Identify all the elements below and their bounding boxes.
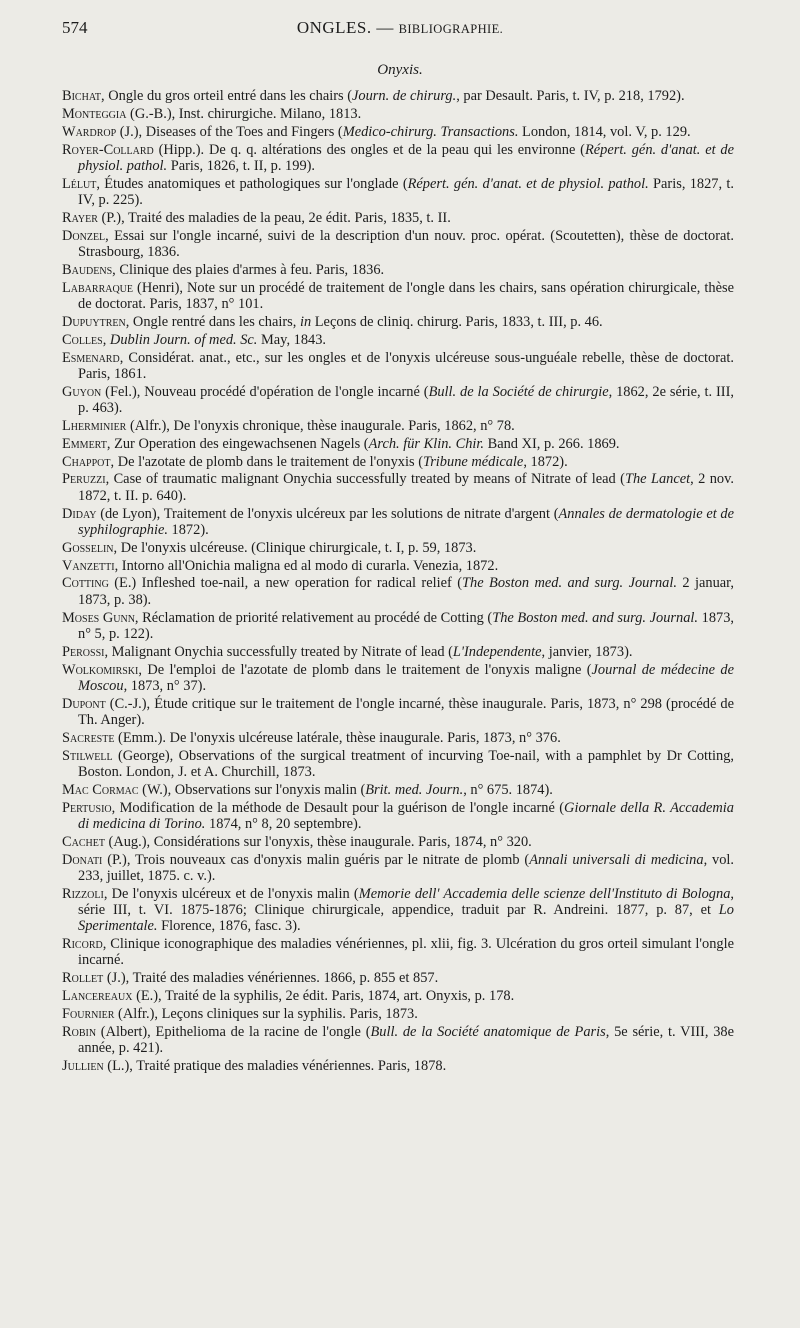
entry-text: , 1862, 2e série, t. III, p. 463). <box>78 383 734 416</box>
entry-author: Mac Cormac <box>62 781 139 798</box>
running-header <box>62 18 738 44</box>
entry-text: , Malignant Onychia successfully treated by Nitrate of lead ( <box>104 643 453 660</box>
entry-author: Stilwell <box>62 747 113 764</box>
bibliography-entry <box>62 644 734 660</box>
bibliography-entry <box>62 384 734 416</box>
entry-text: (Hipp.). De q. q. altérations des ongles et de la peau qui les environne ( <box>153 141 585 158</box>
entry-source-title: Journal de médecine de Moscou <box>78 661 734 694</box>
bibliography-entry <box>62 314 734 330</box>
bibliography-entry <box>62 1058 734 1074</box>
entry-author: Perossi <box>62 643 105 660</box>
entry-author: Donzel <box>62 227 106 244</box>
entry-text: (G.-B.), Inst. chirurgiche. Milano, 1813. <box>126 105 362 122</box>
entry-author: Cachet <box>62 833 105 850</box>
entry-text: (L.), Traité pratique des maladies vénériennes. Paris, 1878. <box>103 1057 447 1074</box>
entry-source-title: Bull. de la Société anatomique de Paris <box>370 1023 606 1040</box>
entry-author: Fournier <box>62 1005 115 1022</box>
entry-text: 1872). <box>167 521 209 538</box>
bibliography-entry <box>62 350 734 382</box>
entry-author: Emmert <box>62 435 107 452</box>
bibliography-entry <box>62 970 734 986</box>
entry-source-title: in <box>299 313 312 330</box>
entry-author: Rizzoli <box>62 885 104 902</box>
entry-text: , De l'onyxis ulcéreuse. (Clinique chirurgicale, t. I, p. 59, 1873. <box>113 539 477 556</box>
entry-text: , série III, t. VI. 1875-1876; Clinique chirurgicale, appendice, traduit par R. Andreini. 1877, p. 87, et <box>78 885 734 918</box>
entry-author: Vanzetti <box>62 557 115 574</box>
entry-text: Florence, 1876, fasc. 3). <box>157 918 301 935</box>
bibliography-entry <box>62 540 734 556</box>
entry-source-title: Annales de dermatologie et de syphilographie. <box>78 505 734 538</box>
entry-text: , Case of traumatic malignant Onychia successfully treated by means of Nitrate of lead ( <box>105 471 625 488</box>
entry-source-title: Arch. für Klin. Chir. <box>368 435 485 452</box>
entry-text: , 5e série, t. VIII, 38e année, p. 421). <box>78 1023 734 1056</box>
entry-author: Jullien <box>62 1057 104 1074</box>
entry-text: , Intorno all'Onichia maligna ed al modo di curarla. Venezia, 1872. <box>114 557 499 574</box>
entry-text: , De l'emploi de l'azotate de plomb dans le traitement de l'onyxis maligne ( <box>138 661 592 678</box>
entry-author: Esmenard <box>62 349 120 366</box>
entry-text: (Albert), Epithelioma de la racine de l'ongle ( <box>96 1023 371 1040</box>
bibliography-entry <box>62 142 734 174</box>
entry-text: , Ongle rentré dans les chairs, <box>125 313 300 330</box>
section-title: Onyxis. <box>377 62 423 78</box>
entry-source-title: Bull. de la Société de chirurgie <box>428 383 609 400</box>
entry-text: (Henri), Note sur un procédé de traitement de l'ongle dans les chairs, sans opération chirurgicale, thèse de doctorat. Paris, 1837, n° 101. <box>78 279 734 312</box>
bibliography-entry <box>62 575 734 607</box>
entry-author: Pertusio <box>62 799 112 816</box>
entry-text: , <box>102 331 110 348</box>
entry-text: , Modification de la méthode de Desault pour la guérison de l'ongle incarné ( <box>111 799 565 816</box>
entry-author: Lancereaux <box>62 987 133 1004</box>
bibliography-entry <box>62 852 734 884</box>
entry-text: , Zur Operation des eingewachsenen Nagels ( <box>106 435 369 452</box>
entry-author: Labarraque <box>62 279 134 296</box>
page-number: 574 <box>62 18 88 37</box>
entry-author: Wolkomirski <box>62 661 139 678</box>
entry-source-title: Tribune médicale <box>423 453 524 470</box>
bibliography-entry <box>62 88 734 104</box>
entry-text: (Fel.), Nouveau procédé d'opération de l'ongle incarné ( <box>101 383 429 400</box>
entry-text: , Études anatomiques et pathologiques sur l'onglade ( <box>96 175 408 192</box>
entry-text: , 2 nov. 1872, t. II. p. 640). <box>78 471 734 504</box>
entry-source-title: The Boston med. and surg. Journal. <box>462 575 677 592</box>
entry-author: Dupont <box>62 695 106 712</box>
bibliography-entry <box>62 332 734 348</box>
bibliography-list <box>62 88 734 1076</box>
entry-author: Cotting <box>62 575 109 592</box>
entry-text: , Réclamation de priorité relativement au procédé de Cotting ( <box>134 609 493 626</box>
bibliography-entry <box>62 262 734 278</box>
bibliography-entry <box>62 454 734 470</box>
entry-text: (W.), Observations sur l'onyxis malin ( <box>138 781 366 798</box>
entry-text: Band XI, p. 266. 1869. <box>484 435 620 452</box>
entry-author: Sacreste <box>62 729 115 746</box>
entry-text: , De l'azotate de plomb dans le traitement de l'onyxis ( <box>110 453 423 470</box>
bibliography-entry <box>62 436 734 452</box>
entry-text: (J.), Diseases of the Toes and Fingers ( <box>116 123 343 140</box>
entry-author: Lélut <box>62 175 97 192</box>
entry-source-title: Répert. gén. d'anat. et de physiol. pathol. <box>407 175 649 192</box>
bibliography-entry <box>62 1006 734 1022</box>
bibliography-entry <box>62 280 734 312</box>
entry-text: , Clinique iconographique des maladies vénériennes, pl. xlii, fig. 3. Ulcération du gros orteil simulant l'ongle incarné. <box>78 935 734 969</box>
entry-author: Donati <box>62 851 103 868</box>
entry-source-title: Annali universali di medicina <box>529 851 704 868</box>
bibliography-entry <box>62 210 734 226</box>
entry-text: (Emm.). De l'onyxis ulcéreuse latérale, thèse inaugurale. Paris, 1873, n° 376. <box>114 729 561 746</box>
entry-text: , Essai sur l'ongle incarné, suivi de la description d'un nouv. proc. opérat. (Scoutetten), thèse de doctorat. Strasbourg, 1836. <box>78 227 734 260</box>
entry-text: (P.), Trois nouveaux cas d'onyxis malin guéris par le nitrate de plomb ( <box>102 851 530 868</box>
entry-text: , De l'onyxis ulcéreux et de l'onyxis malin ( <box>103 885 359 902</box>
entry-author: Lherminier <box>62 417 127 434</box>
entry-text: 1874, n° 8, 20 septembre). <box>205 815 362 832</box>
entry-text: , Ongle du gros orteil entré dans les chairs ( <box>101 88 353 104</box>
running-title-sub: BIBLIOGRAPHIE. <box>398 22 504 36</box>
entry-author: Rollet <box>62 970 104 987</box>
entry-author: Diday <box>62 505 97 522</box>
bibliography-entry <box>62 228 734 260</box>
bibliography-entry <box>62 730 734 746</box>
entry-text: (George), Observations of the surgical treatment of incurving Toe-nail, with a pamphlet by Dr Cotting, Boston. London, J. et A. Churchill, 1873. <box>78 747 734 780</box>
bibliography-entry <box>62 418 734 434</box>
entry-text: (C.-J.), Étude critique sur le traitement de l'ongle incarné, thèse inaugurale. Paris, 1873, n° 298 (procédé de Th. Anger). <box>78 695 734 728</box>
entry-author: Rayer <box>62 209 98 226</box>
entry-text: London, 1814, vol. V, p. 129. <box>518 123 691 140</box>
bibliography-entry <box>62 106 734 122</box>
bibliography-entry <box>62 1024 734 1056</box>
entry-author: Guyon <box>62 383 102 400</box>
entry-source-title: Lo Sperimentale. <box>78 901 734 935</box>
bibliography-entry <box>62 471 734 503</box>
entry-text: 2 januar, 1873, p. 38). <box>78 575 734 608</box>
bibliography-entry <box>62 124 734 140</box>
entry-text: , 1873, n° 37). <box>123 677 207 694</box>
bibliography-entry <box>62 506 734 538</box>
entry-text: (J.), Traité des maladies vénériennes. 1866, p. 855 et 857. <box>103 970 439 987</box>
entry-text: Leçons de cliniq. chirurg. Paris, 1833, t. III, p. 46. <box>311 313 603 330</box>
entry-text: May, 1843. <box>257 331 327 348</box>
entry-text: Paris, 1826, t. II, p. 199). <box>167 157 316 174</box>
entry-author: Baudens <box>62 261 113 278</box>
running-title-main: ONGLES. — <box>296 18 399 37</box>
entry-text: (E.), Traité de la syphilis, 2e édit. Paris, 1874, art. Onyxis, p. 178. <box>132 987 515 1004</box>
bibliography-entry <box>62 936 734 968</box>
entry-text: (E.) Infleshed toe-nail, a new operation for radical relief ( <box>108 575 463 592</box>
bibliography-entry <box>62 782 734 798</box>
entry-text: 1873, n° 5, p. 122). <box>78 609 734 642</box>
entry-text: , par Desault. Paris, t. IV, p. 218, 1792). <box>456 88 685 104</box>
bibliography-entry <box>62 748 734 780</box>
entry-text: , Considérat. anat., etc., sur les ongles et de l'onyxis ulcéreuse sous-unguéale rebelle, thèse de doctorat. Paris, 1861. <box>78 349 734 382</box>
entry-source-title: Répert. gén. d'anat. et de physiol. pathol. <box>78 141 734 174</box>
entry-author: Robin <box>62 1023 97 1040</box>
bibliography-entry <box>62 662 734 694</box>
bibliography-entry <box>62 610 734 642</box>
bibliography-entry <box>62 800 734 832</box>
entry-author: Ricord <box>62 935 103 952</box>
entry-source-title: Brit. med. Journ. <box>365 781 464 798</box>
bibliography-entry <box>62 176 734 208</box>
bibliography-entry <box>62 834 734 850</box>
bibliography-entry <box>62 886 734 935</box>
entry-text: , vol. 233, juillet, 1875. c. v.). <box>78 851 734 884</box>
bibliography-entry <box>62 696 734 728</box>
entry-source-title: Dublin Journ. of med. Sc. <box>109 331 258 348</box>
entry-source-title: Memorie dell' Accademia delle scienze dell'Instituto di Bologna <box>358 885 731 902</box>
entry-author: Gosselin <box>62 539 114 556</box>
entry-source-title: The Boston med. and surg. Journal. <box>492 609 699 626</box>
entry-source-title: The Lancet <box>624 471 691 488</box>
entry-text: , 1872). <box>523 453 568 470</box>
entry-text: (Alfr.), Leçons cliniques sur la syphilis. Paris, 1873. <box>114 1005 418 1022</box>
entry-source-title: L'Independente <box>452 643 542 660</box>
bibliography-entry <box>62 558 734 574</box>
entry-author: Monteggia <box>62 105 127 122</box>
entry-text: (P.), Traité des maladies de la peau, 2e édit. Paris, 1835, t. II. <box>97 209 451 226</box>
entry-text: (de Lyon), Traitement de l'onyxis ulcéreux par les solutions de nitrate d'argent ( <box>96 505 559 522</box>
entry-author: Chappot <box>62 453 111 470</box>
entry-text: , n° 675. 1874). <box>463 781 553 798</box>
entry-author: Peruzzi <box>62 471 106 488</box>
entry-text: , Clinique des plaies d'armes à feu. Paris, 1836. <box>112 261 385 278</box>
entry-source-title: Giornale della R. Accademia di medicina di Torino. <box>78 799 734 832</box>
entry-source-title: Medico-chirurg. Transactions. <box>342 123 519 140</box>
running-title <box>62 18 738 38</box>
entry-author: Moses Gunn <box>62 609 135 626</box>
entry-text: Paris, 1827, t. IV, p. 225). <box>78 175 734 208</box>
entry-text: (Alfr.), De l'onyxis chronique, thèse inaugurale. Paris, 1862, n° 78. <box>126 417 515 434</box>
entry-author: Bichat <box>62 88 102 104</box>
entry-source-title: Journ. de chirurg. <box>352 88 457 104</box>
entry-text: , janvier, 1873). <box>541 643 633 660</box>
bibliography-entry <box>62 988 734 1004</box>
entry-author: Royer-Collard <box>62 141 154 158</box>
entry-text: (Aug.), Considérations sur l'onyxis, thèse inaugurale. Paris, 1874, n° 320. <box>104 833 532 850</box>
entry-author: Dupuytren <box>62 313 126 330</box>
entry-author: Colles <box>62 331 103 348</box>
entry-author: Wardrop <box>62 123 117 140</box>
